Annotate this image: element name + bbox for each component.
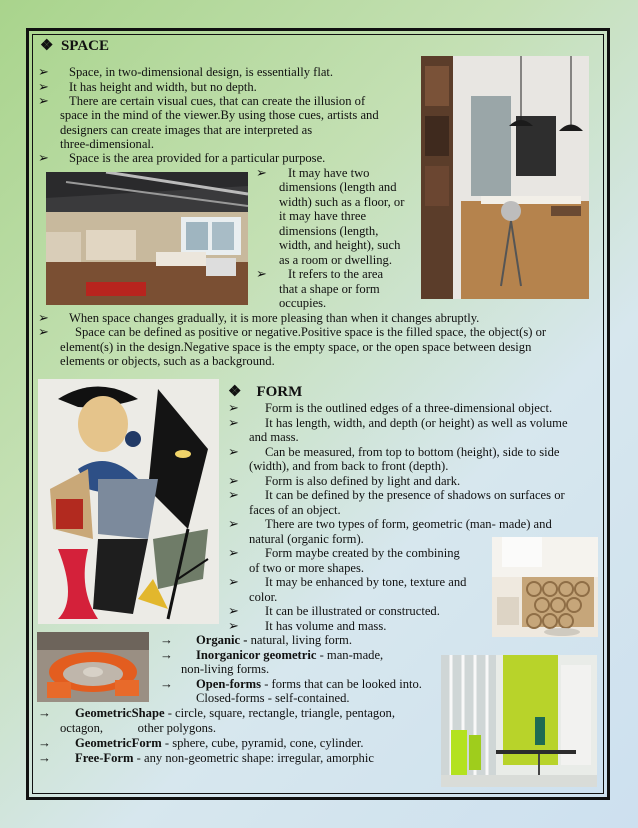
term-geometric-form: GeometricForm bbox=[75, 736, 162, 750]
space-line: Space is the area provided for a particular purpose. bbox=[69, 151, 326, 165]
desc-organic: natural, living form. bbox=[247, 633, 352, 647]
space-line: Space can be defined as positive or negative.Positive space is the filled space, the object(s) or bbox=[75, 325, 547, 339]
arrow-bullet-icon: ➢ bbox=[228, 516, 239, 531]
form-type-organic bbox=[196, 633, 352, 648]
space-line: three-dimensional. bbox=[60, 137, 155, 151]
desc-free-form: - any non-geometric shape: irregular, amorphic bbox=[133, 751, 374, 765]
form-line: color. bbox=[249, 590, 278, 604]
space-heading-text: SPACE bbox=[60, 38, 110, 54]
form-line: natural (organic form). bbox=[249, 532, 364, 546]
form-heading bbox=[228, 383, 302, 401]
space-line: elements or objects, such as a background. bbox=[60, 354, 275, 368]
office-lamps-photo bbox=[421, 56, 589, 299]
space-line: dimensions (length and bbox=[279, 180, 397, 194]
form-line: Form is also defined by light and dark. bbox=[265, 474, 461, 488]
form-line: of two or more shapes. bbox=[249, 561, 365, 575]
form-type-geometric-shape bbox=[75, 706, 395, 721]
wooden-shelving-photo bbox=[492, 537, 598, 637]
arrow-bullet-icon: ➢ bbox=[228, 545, 239, 560]
form-line: Can be measured, from top to bottom (height), side to side bbox=[265, 445, 560, 459]
diamond-bullet-icon: ❖ bbox=[228, 384, 242, 400]
term-free-form: Free-Form bbox=[75, 751, 134, 765]
form-heading-text: FORM bbox=[256, 384, 303, 400]
form-line: It has length, width, and depth (or height) as well as volume bbox=[265, 416, 568, 430]
right-arrow-icon: → bbox=[38, 750, 51, 765]
space-line: dimensions (length, bbox=[279, 224, 379, 238]
space-line: designers can create images that are interpreted as bbox=[60, 123, 313, 137]
form-line: and mass. bbox=[249, 430, 299, 444]
space-line: width, and height), such bbox=[279, 238, 401, 252]
term-geometric-shape: GeometricShape bbox=[75, 706, 165, 720]
form-line: There are two types of form, geometric (man- made) and bbox=[265, 517, 552, 531]
desc-inorganic: - man-made, bbox=[316, 648, 384, 662]
arrow-bullet-icon: ➢ bbox=[228, 603, 239, 618]
right-arrow-icon: → bbox=[38, 735, 51, 750]
desc-geometric-shape: - circle, square, rectangle, triangle, pentagon, bbox=[164, 706, 395, 720]
space-line: that a shape or form bbox=[279, 282, 380, 296]
diamond-bullet-icon: ❖ bbox=[40, 38, 54, 54]
form-line: It can be defined by the presence of shadows on surfaces or bbox=[265, 488, 565, 502]
space-line: width) such as a floor, or bbox=[279, 195, 405, 209]
arrow-bullet-icon: ➢ bbox=[256, 266, 267, 281]
arrow-bullet-icon: ➢ bbox=[228, 487, 239, 502]
form-line: It may be enhanced by tone, texture and bbox=[265, 575, 467, 589]
space-line: It may have two bbox=[288, 166, 370, 180]
loft-interior-photo bbox=[46, 172, 248, 305]
space-line: Space, in two-dimensional design, is essentially flat. bbox=[69, 65, 334, 79]
abstract-art-illustration bbox=[38, 379, 219, 624]
space-line: It refers to the area bbox=[288, 267, 384, 281]
right-arrow-icon: → bbox=[160, 676, 173, 691]
space-line: When space changes gradually, it is more pleasing than when it changes abruptly. bbox=[69, 311, 480, 325]
form-line: Form maybe created by the combining bbox=[265, 546, 460, 560]
desc-geometric-form: - sphere, cube, pyramid, cone, cylinder. bbox=[161, 736, 364, 750]
form-type-free-form bbox=[75, 751, 374, 766]
form-type-geometric-shape-cont: octagon, other polygons. bbox=[60, 721, 217, 735]
arrow-bullet-icon: ➢ bbox=[228, 618, 239, 633]
form-line: It can be illustrated or constructed. bbox=[265, 604, 440, 618]
form-type-geometric-form bbox=[75, 736, 364, 751]
right-arrow-icon: → bbox=[38, 705, 51, 720]
arrow-bullet-icon: ➢ bbox=[228, 574, 239, 589]
space-line: It has height and width, but no depth. bbox=[69, 80, 257, 94]
form-line: (width), and from back to front (depth). bbox=[249, 459, 449, 473]
form-type-inorganic bbox=[196, 648, 383, 663]
space-line: There are certain visual cues, that can create the illusion of bbox=[69, 94, 366, 108]
form-line: It has volume and mass. bbox=[265, 619, 387, 633]
arrow-bullet-icon: ➢ bbox=[38, 79, 49, 94]
arrow-bullet-icon: ➢ bbox=[38, 64, 49, 79]
form-line: faces of an object. bbox=[249, 503, 341, 517]
form-type-closed: Closed-forms - self-contained. bbox=[196, 691, 350, 705]
arrow-bullet-icon: ➢ bbox=[228, 473, 239, 488]
form-type-inorganic-cont: non-living forms. bbox=[181, 662, 270, 676]
arrow-bullet-icon: ➢ bbox=[38, 324, 49, 339]
lime-office-photo bbox=[441, 655, 597, 787]
desc-open: - forms that can be looked into. bbox=[261, 677, 422, 691]
space-line: occupies. bbox=[279, 296, 327, 310]
space-line: it may have three bbox=[279, 209, 367, 223]
arrow-bullet-icon: ➢ bbox=[256, 165, 267, 180]
term-open: Open-forms bbox=[196, 677, 262, 691]
space-line: space in the mind of the viewer.By using those cues, artists and bbox=[60, 108, 379, 122]
form-type-open bbox=[196, 677, 422, 692]
right-arrow-icon: → bbox=[160, 647, 173, 662]
arrow-bullet-icon: ➢ bbox=[38, 93, 49, 108]
arrow-bullet-icon: ➢ bbox=[228, 415, 239, 430]
space-heading bbox=[40, 37, 109, 55]
space-line: element(s) in the design.Negative space is the empty space, or the open space between design bbox=[60, 340, 532, 354]
term-organic: Organic - bbox=[196, 633, 248, 647]
right-arrow-icon: → bbox=[160, 632, 173, 647]
arrow-bullet-icon: ➢ bbox=[228, 444, 239, 459]
arrow-bullet-icon: ➢ bbox=[38, 310, 49, 325]
form-line: Form is the outlined edges of a three-dimensional object. bbox=[265, 401, 553, 415]
arrow-bullet-icon: ➢ bbox=[38, 150, 49, 165]
space-line: as a room or dwelling. bbox=[279, 253, 392, 267]
arrow-bullet-icon: ➢ bbox=[228, 400, 239, 415]
orange-sofa-photo bbox=[37, 632, 149, 702]
term-inorganic: Inorganicor geometric bbox=[196, 648, 317, 662]
